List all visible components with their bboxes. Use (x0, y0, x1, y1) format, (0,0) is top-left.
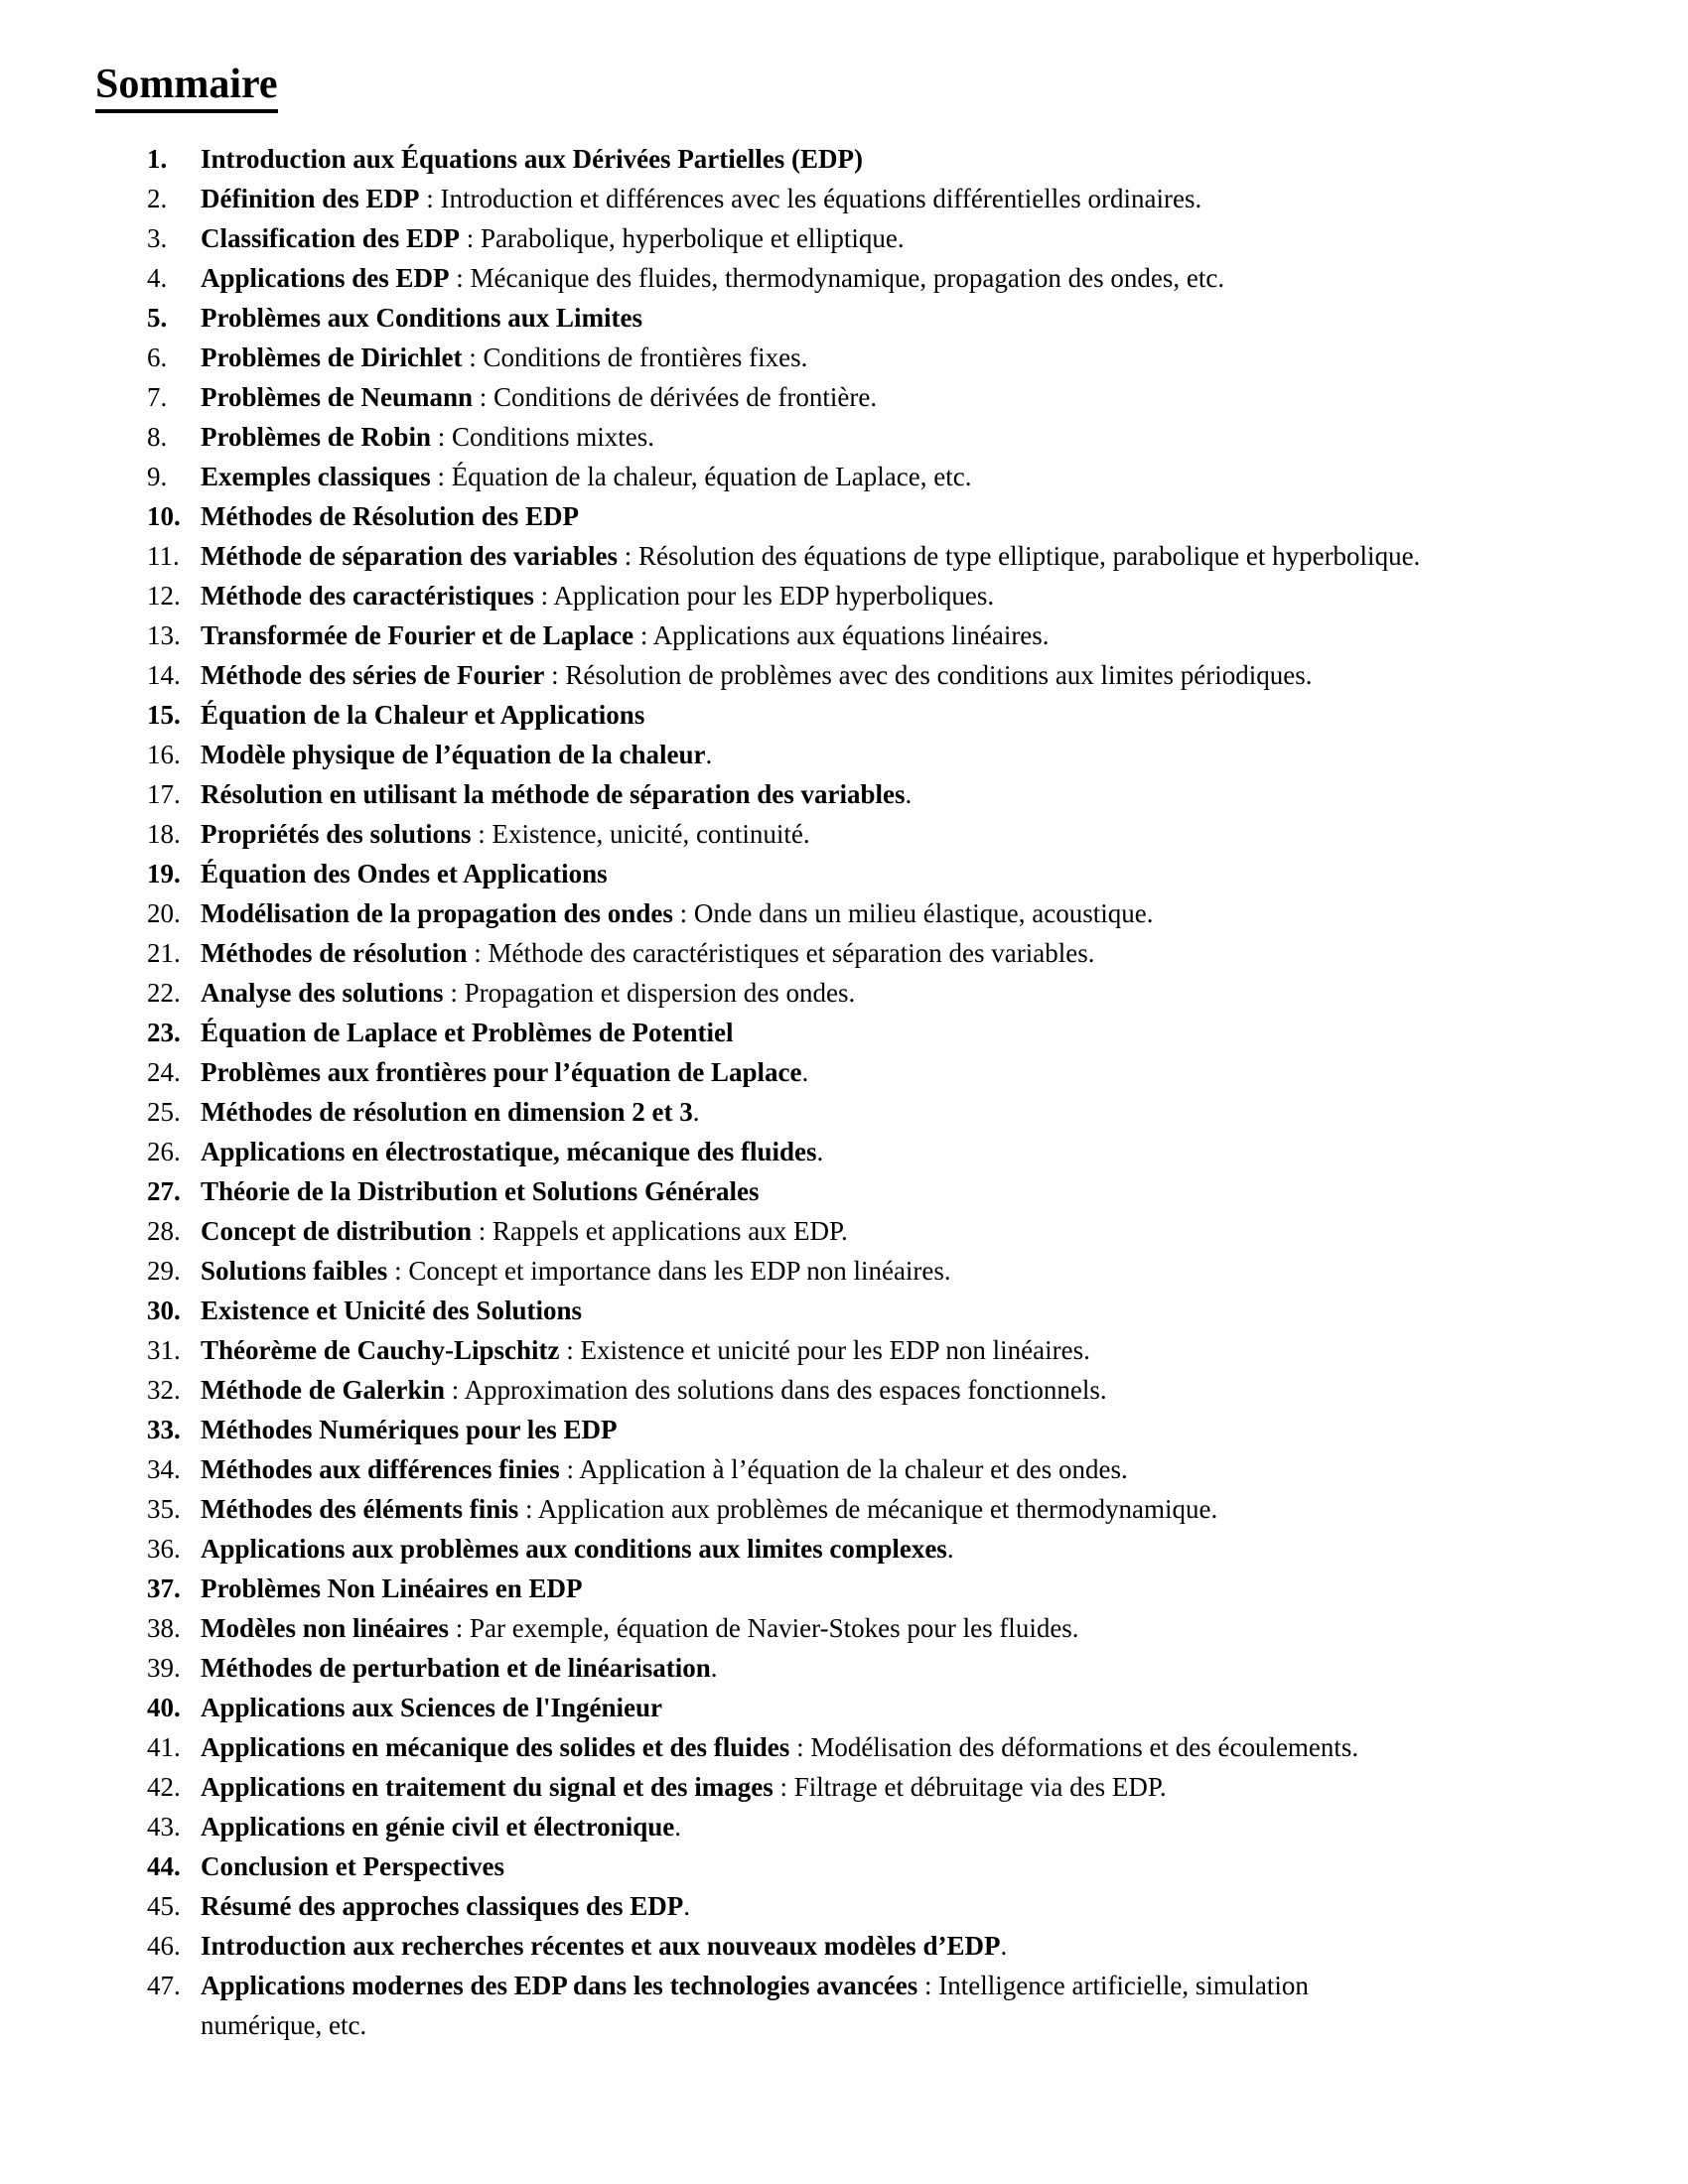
toc-item (147, 893, 1581, 933)
toc-item-text (201, 1335, 1090, 1365)
toc-item-description: . (692, 1097, 700, 1127)
toc-item-number: 24. (147, 1057, 181, 1087)
toc-item-number: 4. (147, 263, 168, 293)
toc-item (147, 1251, 1581, 1291)
toc-item-title: Applications en mécanique des solides et des fluides (201, 1732, 790, 1762)
toc-item (147, 1966, 1581, 2045)
toc-item-number: 34. (147, 1454, 181, 1484)
toc-item-title: Conclusion et Perspectives (201, 1851, 504, 1881)
toc-item-title: Méthodes de résolution en dimension 2 et 3 (201, 1097, 693, 1127)
toc-item (147, 1926, 1581, 1966)
toc-item-description: : Méthode des caractéristiques et séparation des variables. (467, 938, 1095, 968)
toc-item-title: Problèmes de Robin (201, 422, 432, 452)
toc-item-title: Problèmes aux Conditions aux Limites (201, 303, 643, 333)
toc-item-title: Théorème de Cauchy-Lipschitz (201, 1335, 560, 1365)
toc-item-number: 39. (147, 1653, 181, 1683)
toc-item (147, 1171, 1581, 1211)
toc-item-description: : Intelligence artificielle, simulation (917, 1971, 1309, 2000)
toc-item-description: : Conditions de dérivées de frontière. (473, 382, 878, 412)
toc-item (147, 536, 1581, 576)
toc-item-number: 20. (147, 898, 181, 928)
toc-item-description: : Résolution de problèmes avec des conditions aux limites périodiques. (544, 660, 1313, 690)
toc-item (147, 1211, 1581, 1251)
toc-item-title: Concept de distribution (201, 1216, 473, 1246)
toc-item-text (201, 859, 608, 888)
toc-item-text (201, 422, 654, 452)
toc-item-number: 3. (147, 223, 168, 253)
toc-item-text (201, 303, 642, 333)
toc-item-title: Applications en électrostatique, mécanique des fluides (201, 1137, 817, 1166)
toc-item (147, 1370, 1581, 1410)
toc-item-description: : Conditions de frontières fixes. (462, 342, 808, 372)
toc-item-text (201, 581, 994, 611)
toc-item (147, 1529, 1581, 1569)
toc-item-title: Théorie de la Distribution et Solutions Générales (201, 1176, 760, 1206)
toc-item-title: Méthode des séries de Fourier (201, 660, 545, 690)
toc-item-number: 2. (147, 184, 168, 213)
toc-item-title: Applications aux Sciences de l'Ingénieur (201, 1693, 663, 1722)
toc-item-description: : Parabolique, hyperbolique et elliptique. (460, 223, 905, 253)
toc-item-number: 30. (147, 1296, 181, 1325)
toc-item-number: 29. (147, 1256, 181, 1286)
toc-item-title: Exemples classiques (201, 462, 431, 491)
toc-item-text (201, 978, 855, 1008)
toc-item-title: Applications aux problèmes aux conditions aux limites complexes (201, 1534, 947, 1564)
toc-item-number: 12. (147, 581, 181, 611)
toc-item (147, 179, 1581, 218)
toc-item-title: Méthode de Galerkin (201, 1375, 445, 1405)
toc-item-text (201, 898, 1153, 928)
toc-item-title: Applications des EDP (201, 263, 450, 293)
toc-item-number: 37. (147, 1573, 181, 1603)
toc-item-description: . (674, 1812, 681, 1842)
toc-item-text (201, 1296, 582, 1325)
toc-item-title: Modélisation de la propagation des ondes (201, 898, 673, 928)
toc-item-description: : Application aux problèmes de mécanique et thermodynamique. (518, 1494, 1218, 1524)
toc-item-description: : Filtrage et débruitage via des EDP. (773, 1772, 1167, 1802)
toc-item-text (201, 1216, 848, 1246)
toc-item-number: 11. (147, 541, 180, 571)
toc-item (147, 496, 1581, 536)
toc-item (147, 218, 1581, 258)
toc-item-text (201, 342, 807, 372)
toc-list (0, 139, 1581, 2045)
toc-item-title: Introduction aux Équations aux Dérivées Partielles (EDP) (201, 144, 863, 174)
toc-item (147, 1648, 1581, 1688)
toc-item-description: : Mécanique des fluides, thermodynamique, propagation des ondes, etc. (449, 263, 1225, 293)
toc-item-description: : Existence, unicité, continuité. (471, 819, 810, 849)
toc-item-number: 35. (147, 1494, 181, 1524)
toc-item-number: 13. (147, 620, 181, 650)
toc-item-title: Méthodes de perturbation et de linéarisation (201, 1653, 711, 1683)
toc-item (147, 1846, 1581, 1886)
toc-item (147, 933, 1581, 973)
toc-item-title: Problèmes Non Linéaires en EDP (201, 1573, 583, 1603)
toc-item-number: 10. (147, 501, 181, 531)
toc-item (147, 695, 1581, 735)
toc-item-number: 5. (147, 303, 168, 333)
toc-item-text (201, 223, 905, 253)
toc-item-number: 45. (147, 1891, 181, 1921)
toc-item (147, 1489, 1581, 1529)
toc-item (147, 1052, 1581, 1092)
toc-item-number: 38. (147, 1613, 181, 1643)
toc-item-number: 41. (147, 1732, 181, 1762)
toc-item-number: 40. (147, 1693, 181, 1722)
toc-item-description: : Équation de la chaleur, équation de Laplace, etc. (430, 462, 972, 491)
toc-item-text (201, 1812, 681, 1842)
toc-item-title: Méthode des caractéristiques (201, 581, 534, 611)
toc-item-text (201, 1851, 504, 1881)
toc-item-description: : Propagation et dispersion des ondes. (443, 978, 856, 1008)
toc-item-title: Résumé des approches classiques des EDP (201, 1891, 684, 1921)
toc-item-text (201, 1057, 808, 1087)
toc-item-title: Applications modernes des EDP dans les technologies avancées (201, 1971, 918, 2000)
toc-item-number: 21. (147, 938, 181, 968)
toc-item-text (201, 263, 1224, 293)
toc-item-description: : Application à l’équation de la chaleur et des ondes. (559, 1454, 1128, 1484)
toc-item-text (201, 740, 712, 769)
toc-item-text (201, 1375, 1107, 1405)
toc-item (147, 576, 1581, 615)
toc-item-number: 8. (147, 422, 168, 452)
toc-item-number: 1. (147, 144, 168, 174)
toc-item-number: 14. (147, 660, 181, 690)
toc-item-text (201, 184, 1201, 213)
toc-item-title: Applications en génie civil et électronique (201, 1812, 675, 1842)
toc-item-description: . (1000, 1931, 1008, 1961)
toc-item-title: Équation de Laplace et Problèmes de Potentiel (201, 1018, 734, 1047)
toc-item-title: Propriétés des solutions (201, 819, 472, 849)
toc-item (147, 338, 1581, 377)
toc-item-description: : Applications aux équations linéaires. (633, 620, 1050, 650)
toc-item-text (201, 1415, 618, 1444)
toc-item-title: Résolution en utilisant la méthode de séparation des variables (201, 779, 906, 809)
toc-item-description: : Modélisation des déformations et des écoulements. (789, 1732, 1359, 1762)
toc-item-title: Analyse des solutions (201, 978, 444, 1008)
toc-item (147, 377, 1581, 417)
toc-item (147, 655, 1581, 695)
toc-item (147, 1608, 1581, 1648)
toc-item (147, 258, 1581, 298)
toc-item-description: : Onde dans un milieu élastique, acoustique. (672, 898, 1154, 928)
toc-item-number: 26. (147, 1137, 181, 1166)
toc-item-description: : Résolution des équations de type elliptique, parabolique et hyperbolique. (617, 541, 1421, 571)
toc-item-number: 42. (147, 1772, 181, 1802)
toc-item-title: Équation des Ondes et Applications (201, 859, 608, 888)
toc-item (147, 1092, 1581, 1132)
toc-item-number: 6. (147, 342, 168, 372)
toc-item-text (201, 1256, 951, 1286)
toc-item-title: Problèmes de Dirichlet (201, 342, 463, 372)
toc-item (147, 1291, 1581, 1330)
toc-item-text (201, 462, 971, 491)
toc-item-text (201, 1653, 717, 1683)
toc-item-text (201, 1137, 823, 1166)
toc-item-number: 31. (147, 1335, 181, 1365)
toc-item (147, 1886, 1581, 1926)
toc-item (147, 854, 1581, 893)
toc-item (147, 457, 1581, 496)
toc-item (147, 417, 1581, 457)
toc-item-number: 17. (147, 779, 181, 809)
toc-item-text (201, 382, 877, 412)
toc-item-number: 44. (147, 1851, 181, 1881)
toc-item-text (201, 1018, 733, 1047)
toc-item-text (201, 1613, 1079, 1643)
toc-item-title: Équation de la Chaleur et Applications (201, 700, 645, 730)
toc-item-description: : Approximation des solutions dans des espaces fonctionnels. (444, 1375, 1107, 1405)
toc-item-number: 9. (147, 462, 168, 491)
toc-item-text (201, 620, 1050, 650)
toc-item (147, 615, 1581, 655)
toc-item-text (201, 541, 1420, 571)
toc-item-text (201, 1971, 1309, 2040)
toc-item-title: Définition des EDP (201, 184, 420, 213)
toc-item-title: Méthodes des éléments finis (201, 1494, 519, 1524)
toc-item-description: : Rappels et applications aux EDP. (472, 1216, 848, 1246)
toc-item-title: Solutions faibles (201, 1256, 388, 1286)
page-title (95, 62, 278, 113)
toc-item (147, 1688, 1581, 1727)
toc-item-text (201, 1772, 1167, 1802)
toc-item-number: 32. (147, 1375, 181, 1405)
toc-item-title: Problèmes aux frontières pour l’équation de Laplace (201, 1057, 802, 1087)
toc-item-title: Méthodes Numériques pour les EDP (201, 1415, 618, 1444)
toc-item-description: . (905, 779, 913, 809)
toc-item-number: 15. (147, 700, 181, 730)
toc-item (147, 1569, 1581, 1608)
toc-item-number: 47. (147, 1971, 181, 2000)
toc-item-text (201, 1454, 1128, 1484)
toc-item-title: Classification des EDP (201, 223, 461, 253)
toc-item-description: . (816, 1137, 824, 1166)
toc-item (147, 1767, 1581, 1807)
toc-item-text (201, 1891, 690, 1921)
toc-item (147, 973, 1581, 1013)
toc-item-text (201, 1494, 1217, 1524)
toc-item-title: Applications en traitement du signal et des images (201, 1772, 774, 1802)
toc-item-title: Modèles non linéaires (201, 1613, 450, 1643)
toc-item-text (201, 501, 579, 531)
toc-item-description: . (946, 1534, 954, 1564)
toc-item-title: Méthodes aux différences finies (201, 1454, 560, 1484)
toc-item (147, 1013, 1581, 1052)
toc-item-description: : Conditions mixtes. (431, 422, 655, 452)
toc-item-number: 7. (147, 382, 168, 412)
page-title-text: Sommaire (95, 62, 278, 113)
toc-item-text (201, 819, 810, 849)
toc-item (147, 1132, 1581, 1171)
toc-item-description: . (705, 740, 713, 769)
toc-item-text (201, 1693, 662, 1722)
toc-item-number: 43. (147, 1812, 181, 1842)
toc-item-description: : Existence et unicité pour les EDP non linéaires. (559, 1335, 1090, 1365)
toc-item-title: Méthode de séparation des variables (201, 541, 618, 571)
toc-item-number: 46. (147, 1931, 181, 1961)
toc-item-text (201, 144, 863, 174)
toc-item-title: Méthodes de résolution (201, 938, 468, 968)
toc-item-number: 25. (147, 1097, 181, 1127)
toc-item-title: Modèle physique de l’équation de la chaleur (201, 740, 706, 769)
toc-item-description: : Par exemple, équation de Navier-Stokes pour les fluides. (449, 1613, 1079, 1643)
toc-item-number: 16. (147, 740, 181, 769)
toc-item-number: 27. (147, 1176, 181, 1206)
toc-item-description: . (801, 1057, 809, 1087)
toc-item-number: 23. (147, 1018, 181, 1047)
toc-item-number: 28. (147, 1216, 181, 1246)
toc-item-description: : Concept et importance dans les EDP non linéaires. (387, 1256, 951, 1286)
toc-item-text (201, 1931, 1007, 1961)
toc-item-description-line2: numérique, etc. (201, 2010, 367, 2040)
toc-item-number: 22. (147, 978, 181, 1008)
toc-item-description: . (710, 1653, 718, 1683)
toc-item-number: 19. (147, 859, 181, 888)
toc-item-number: 18. (147, 819, 181, 849)
toc-item-number: 33. (147, 1415, 181, 1444)
toc-item (147, 1727, 1581, 1767)
toc-item-text (201, 779, 912, 809)
toc-item-text (201, 700, 644, 730)
toc-item-description: : Introduction et différences avec les équations différentielles ordinaires. (419, 184, 1202, 213)
toc-item-number: 36. (147, 1534, 181, 1564)
toc-item-text (201, 660, 1313, 690)
toc-item (147, 774, 1581, 814)
toc-item-description: . (683, 1891, 691, 1921)
toc-item-title: Problèmes de Neumann (201, 382, 473, 412)
toc-item (147, 1807, 1581, 1846)
toc-item (147, 1330, 1581, 1370)
toc-item-title: Existence et Unicité des Solutions (201, 1296, 582, 1325)
toc-item (147, 1410, 1581, 1449)
toc-item-text (201, 1732, 1358, 1762)
toc-item-text (201, 1534, 954, 1564)
toc-item-title: Méthodes de Résolution des EDP (201, 501, 580, 531)
toc-item-text (201, 1573, 583, 1603)
toc-item (147, 735, 1581, 774)
toc-item-description: : Application pour les EDP hyperboliques. (533, 581, 995, 611)
toc-item-text (201, 1097, 700, 1127)
toc-item (147, 814, 1581, 854)
toc-item-text (201, 1176, 760, 1206)
toc-item (147, 1449, 1581, 1489)
toc-item (147, 139, 1581, 179)
toc-item (147, 298, 1581, 338)
toc-item-title: Transformée de Fourier et de Laplace (201, 620, 634, 650)
toc-item-text (201, 938, 1095, 968)
toc-item-title: Introduction aux recherches récentes et aux nouveaux modèles d’EDP (201, 1931, 1001, 1961)
